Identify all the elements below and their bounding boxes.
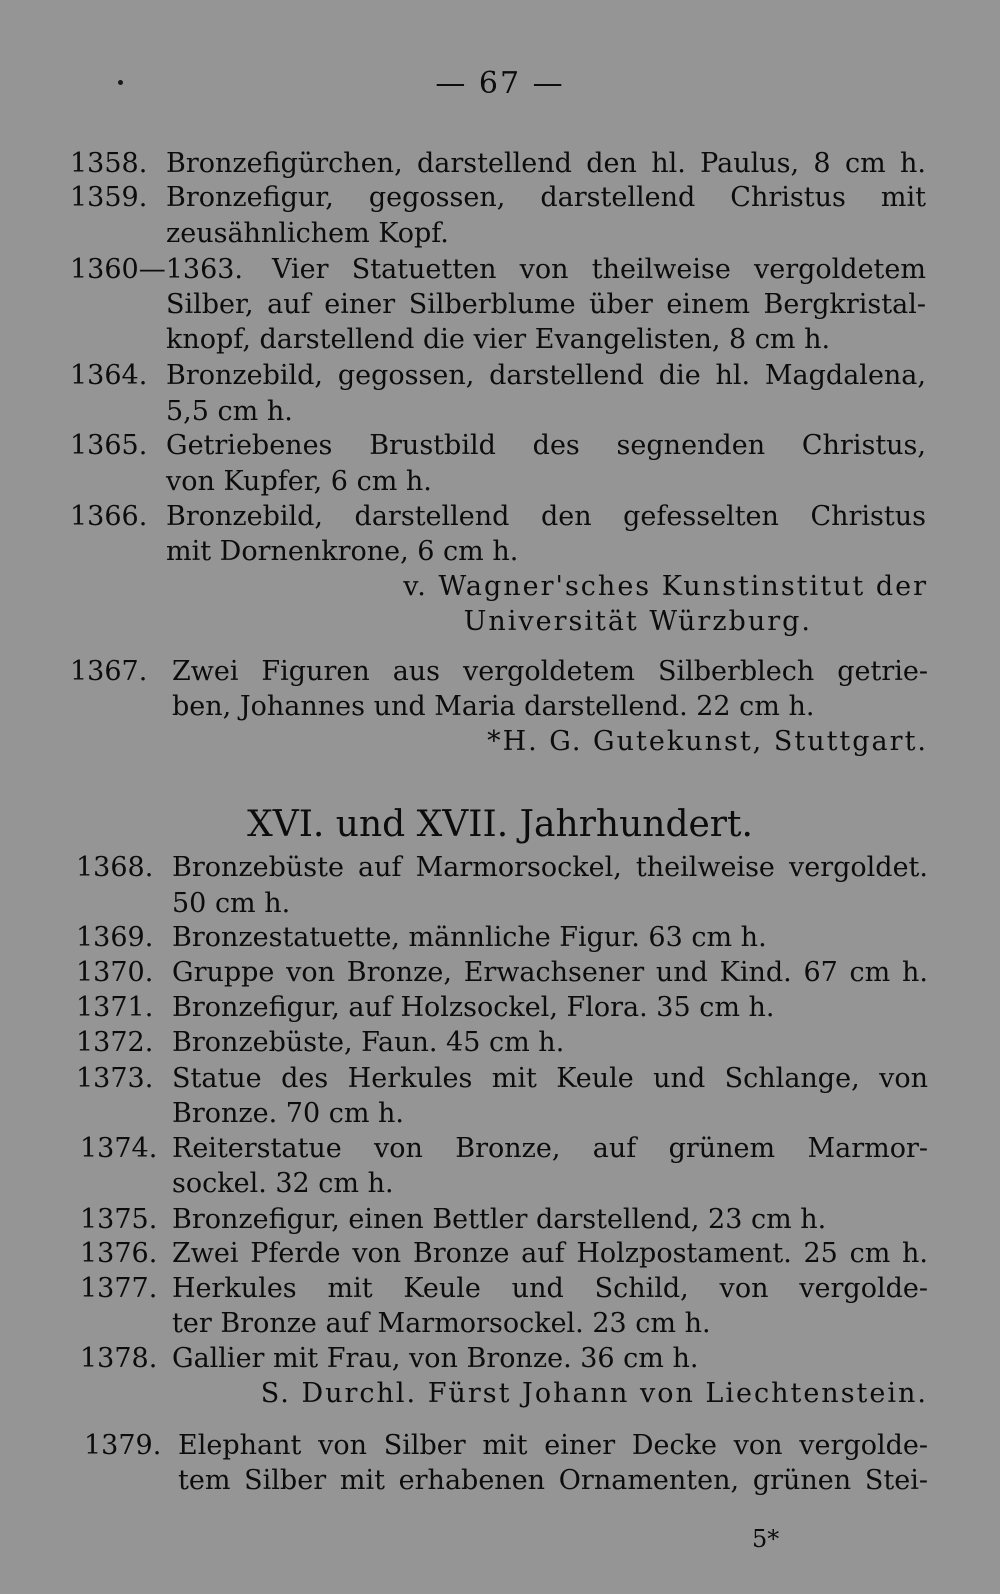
entry-number: 1367. <box>70 656 148 687</box>
entry-1364-cont <box>0 394 1000 430</box>
entry-text: Bronzebild, darstellend den gefesselten Christus <box>166 501 926 532</box>
entry-1377-cont <box>0 1306 1000 1342</box>
entry-1375 <box>0 1202 1000 1238</box>
entry-number: 1365. <box>70 430 148 461</box>
entry-text: Bronzefigur, gegossen, darstellend Christus mit <box>166 182 926 213</box>
entry-number: 1378. <box>80 1343 158 1374</box>
entry-1367-cont <box>0 689 1000 725</box>
entry-text: Bronze. 70 cm h. <box>172 1098 404 1129</box>
entry-text: sockel. 32 cm h. <box>172 1168 394 1199</box>
entry-1367 <box>0 654 1000 690</box>
entry-text: tem Silber mit erhabenen Ornamenten, grünen Stei- <box>178 1465 928 1496</box>
entry-1376 <box>0 1236 1000 1272</box>
entry-text: Bronzefigürchen, darstellend den hl. Paulus, 8 cm h. <box>166 148 926 179</box>
entry-number: 1369. <box>76 922 154 953</box>
entry-1369 <box>0 920 1000 956</box>
entry-text: Gruppe von Bronze, Erwachsener und Kind. 67 cm h. <box>172 957 928 988</box>
entry-text: Bronzestatuette, männliche Figur. 63 cm h. <box>172 922 767 953</box>
entry-number: 1370. <box>76 957 154 988</box>
entry-text: knopf, darstellend die vier Evangelisten, 8 cm h. <box>166 324 831 355</box>
entry-1368 <box>0 850 1000 886</box>
entry-number: 1377. <box>80 1273 158 1304</box>
entry-number: 1358. <box>70 148 148 179</box>
entry-1379-cont <box>0 1463 1000 1499</box>
entry-text: Zwei Figuren aus vergoldetem Silberblech getrie- <box>172 656 928 687</box>
entry-1358 <box>0 146 1000 182</box>
owner-line: *H. G. Gutekunst, Stuttgart. <box>487 726 928 757</box>
entry-number: 1373. <box>76 1063 154 1094</box>
entry-1360-1363 <box>0 252 1000 288</box>
entry-number: 1375. <box>80 1204 158 1235</box>
entry-text: Bronzefigur, einen Bettler darstellend, 23 cm h. <box>172 1204 827 1235</box>
entry-1359 <box>0 180 1000 216</box>
entry-text: 50 cm h. <box>172 888 291 919</box>
entry-1360-1363-cont2 <box>0 322 1000 358</box>
entry-text: Bronzebüste auf Marmorsockel, theilweise vergoldet. <box>172 852 928 883</box>
entry-text: Bronzebild, gegossen, darstellend die hl. Magdalena, <box>166 360 926 391</box>
entry-1370 <box>0 955 1000 991</box>
entry-text: Zwei Pferde von Bronze auf Holzpostament. 25 cm h. <box>172 1238 928 1269</box>
entry-1366 <box>0 499 1000 535</box>
entry-1364 <box>0 358 1000 394</box>
entry-1374-cont <box>0 1166 1000 1202</box>
signature-mark: 5* <box>752 1525 780 1553</box>
entry-1373-cont <box>0 1096 1000 1132</box>
entry-text: ter Bronze auf Marmorsockel. 23 cm h. <box>172 1308 711 1339</box>
entry-text: Vier Statuetten von theilweise vergoldetem <box>272 254 926 285</box>
entry-text: Bronzefigur, auf Holzsockel, Flora. 35 cm h. <box>172 992 775 1023</box>
entry-text: ben, Johannes und Maria darstellend. 22 cm h. <box>172 691 815 722</box>
entry-number: 1372. <box>76 1027 154 1058</box>
owner-credit-cont <box>0 604 1000 640</box>
entry-number: 1366. <box>70 501 148 532</box>
entry-number: 1376. <box>80 1238 158 1269</box>
entry-text: mit Dornenkrone, 6 cm h. <box>166 536 519 567</box>
entry-text: von Kupfer, 6 cm h. <box>166 466 432 497</box>
entry-1379 <box>0 1428 1000 1464</box>
entry-text: Reiterstatue von Bronze, auf grünem Marmor- <box>172 1133 928 1164</box>
owner-credit-3 <box>0 1376 1000 1412</box>
owner-line: S. Durchl. Fürst Johann von Liechtenstein. <box>260 1378 928 1409</box>
entry-number: 1379. <box>84 1430 162 1461</box>
entry-1365 <box>0 428 1000 464</box>
entry-text: Herkules mit Keule und Schild, von vergolde- <box>172 1273 928 1304</box>
entry-text: Bronzebüste, Faun. 45 cm h. <box>172 1027 565 1058</box>
entry-number: 1360—1363. <box>70 254 244 285</box>
section-heading: XVI. und XVII. Jahrhundert. <box>247 804 753 845</box>
entry-1372 <box>0 1025 1000 1061</box>
entry-text: zeusähnlichem Kopf. <box>166 218 449 249</box>
entry-text: 5,5 cm h. <box>166 396 293 427</box>
entry-text: Elephant von Silber mit einer Decke von vergolde- <box>178 1430 928 1461</box>
owner-credit <box>0 569 1000 605</box>
entry-1366-cont <box>0 534 1000 570</box>
entry-text: Silber, auf einer Silberblume über einem Bergkristal- <box>166 289 926 320</box>
entry-text: Gallier mit Frau, von Bronze. 36 cm h. <box>172 1343 699 1374</box>
entry-number: 1368. <box>76 852 154 883</box>
entry-1374 <box>0 1131 1000 1167</box>
entry-1373 <box>0 1061 1000 1097</box>
entry-1368-cont <box>0 886 1000 922</box>
entry-number: 1364. <box>70 360 148 391</box>
entry-1377 <box>0 1271 1000 1307</box>
entry-1365-cont <box>0 464 1000 500</box>
owner-line: v. Wagner'sches Kunstinstitut der <box>403 571 928 602</box>
entry-number: 1374. <box>80 1133 158 1164</box>
entry-1371 <box>0 990 1000 1026</box>
entry-1378 <box>0 1341 1000 1377</box>
entry-text: Statue des Herkules mit Keule und Schlange, von <box>172 1063 928 1094</box>
entry-text: Getriebenes Brustbild des segnenden Christus, <box>166 430 926 461</box>
entry-1359-cont <box>0 216 1000 252</box>
entry-number: 1371. <box>76 992 154 1023</box>
owner-line: Universität Würzburg. <box>463 606 812 637</box>
owner-credit-2 <box>0 724 1000 760</box>
entry-number: 1359. <box>70 182 148 213</box>
entry-1360-1363-cont <box>0 287 1000 323</box>
page-number: — 67 — <box>435 66 565 101</box>
